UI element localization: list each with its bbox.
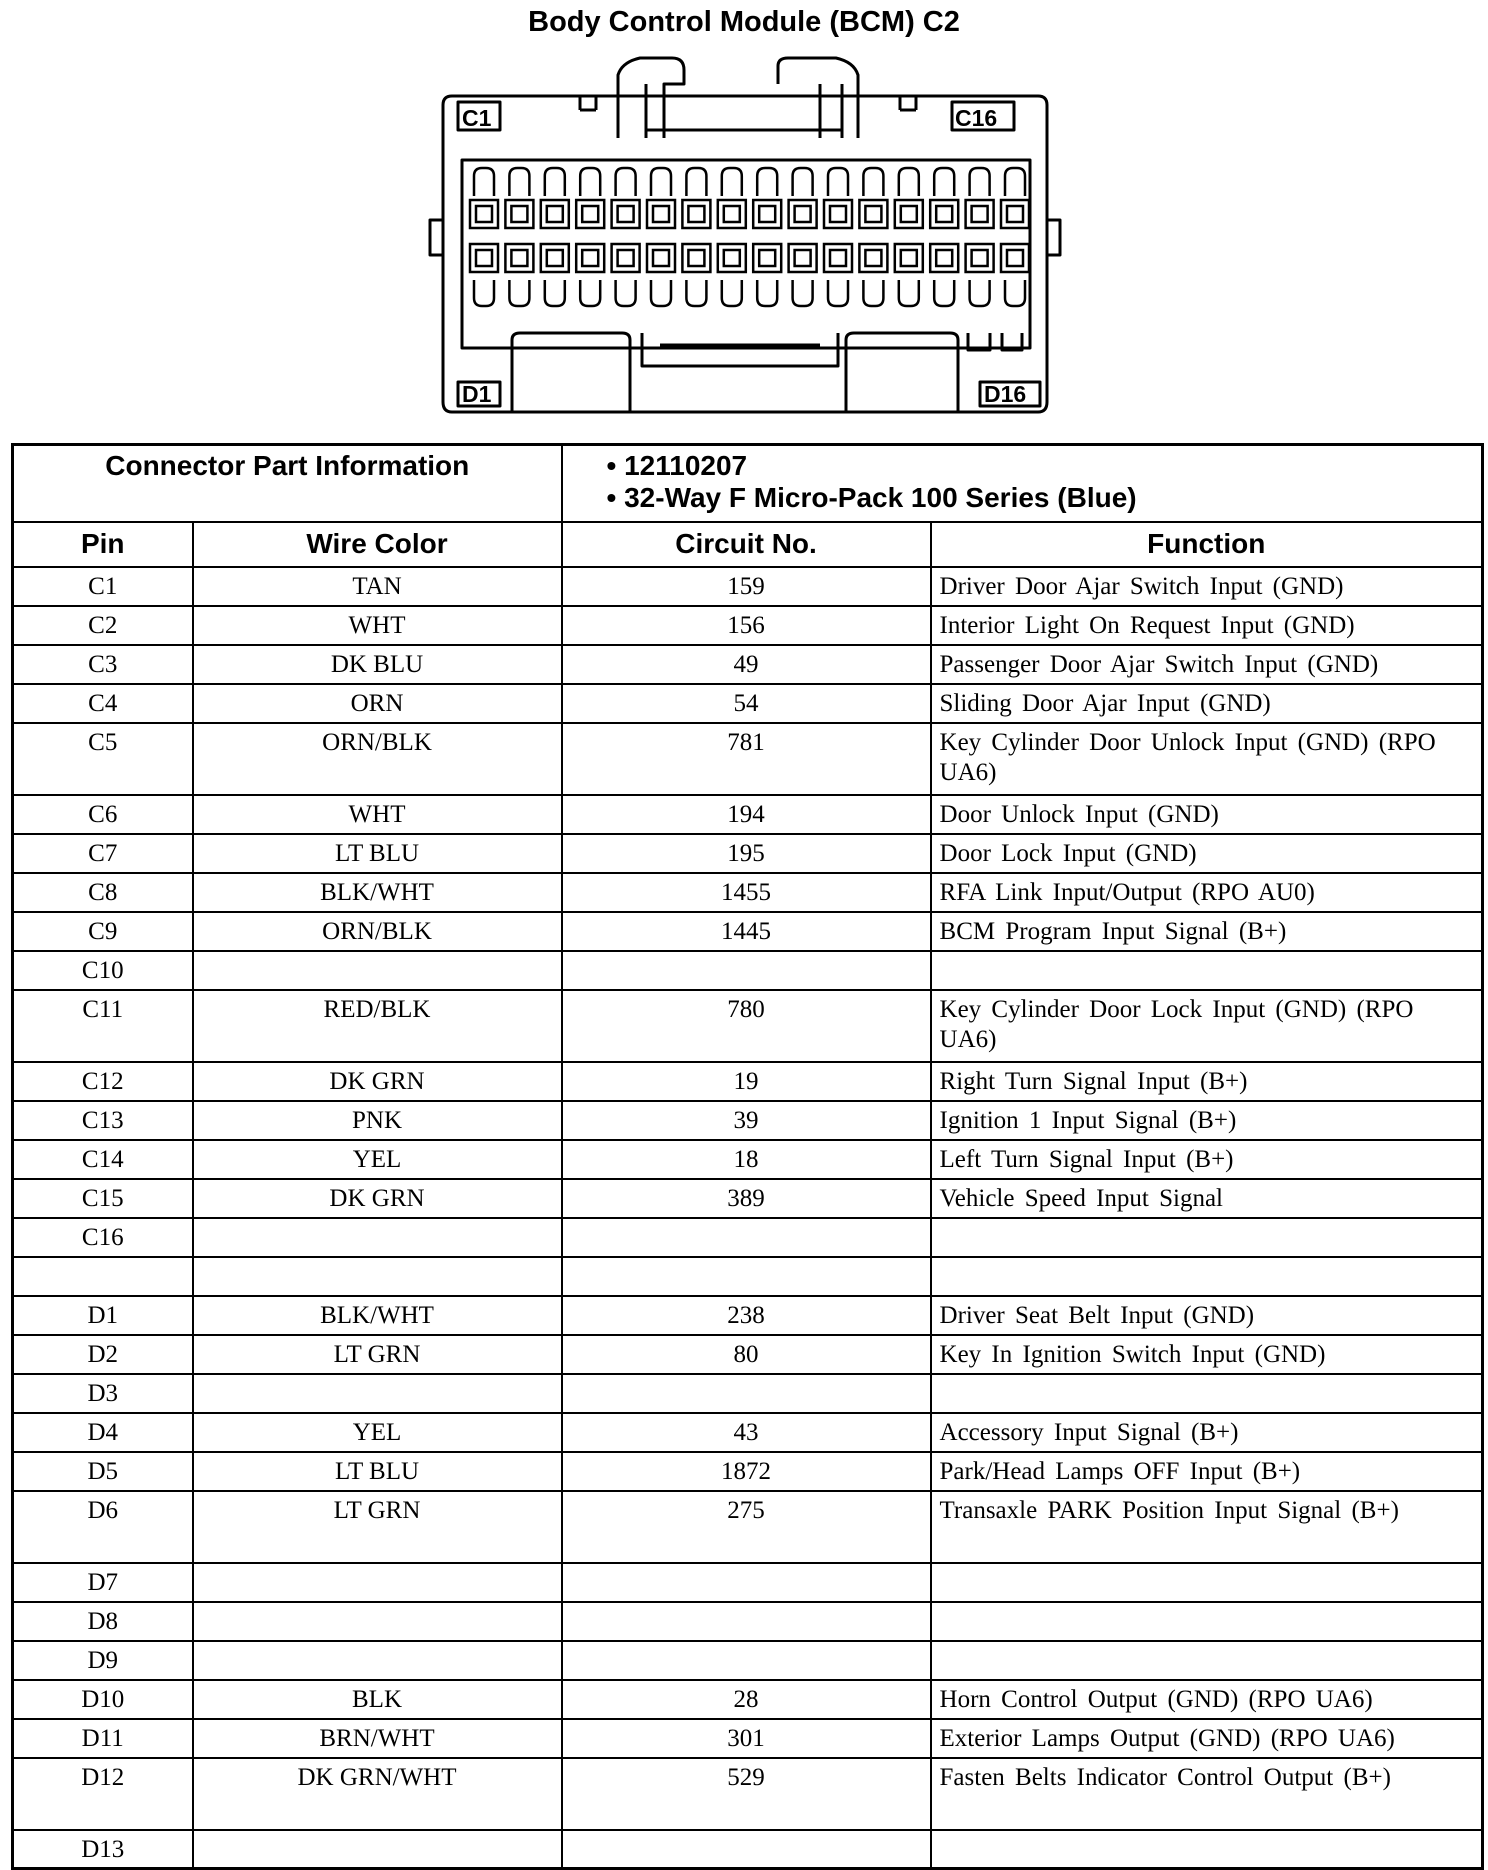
pin-cell: D3 (13, 1374, 193, 1413)
pin-terminal-top (616, 168, 636, 196)
pin-cavity-upper-inner (972, 206, 988, 222)
pin-cell: C6 (13, 795, 193, 834)
circuit-cell: 54 (562, 684, 931, 723)
function-cell: Transaxle PARK Position Input Signal (B+) (931, 1491, 1483, 1563)
pin-cavity-upper (789, 200, 817, 228)
connector-info-row (13, 445, 1483, 522)
part-number: • 12110207 (606, 450, 748, 481)
pin-cell: D5 (13, 1452, 193, 1491)
pin-cavity-upper-inner (618, 206, 634, 222)
connector-diagram (0, 0, 1488, 440)
pin-cell: C10 (13, 951, 193, 990)
pin-terminal-bottom (474, 280, 494, 306)
pin-cavity-lower-inner (865, 250, 881, 266)
table-row (13, 1296, 1483, 1335)
wire-color-cell: BLK/WHT (193, 1296, 562, 1335)
pin-cavity-lower-inner (901, 250, 917, 266)
circuit-cell: 1445 (562, 912, 931, 951)
circuit-cell: 18 (562, 1140, 931, 1179)
pin-cavity-lower (1001, 244, 1029, 272)
pin-cell: C12 (13, 1062, 193, 1101)
function-cell: Interior Light On Request Input (GND) (931, 606, 1483, 645)
pin-cell: D4 (13, 1413, 193, 1452)
pin-cavity-lower-inner (653, 250, 669, 266)
pin-cell: C16 (13, 1218, 193, 1257)
function-cell: RFA Link Input/Output (RPO AU0) (931, 873, 1483, 912)
header-circuit: Circuit No. (562, 522, 931, 567)
pin-cavity-upper (576, 200, 604, 228)
circuit-cell: 389 (562, 1179, 931, 1218)
circuit-cell (562, 1830, 931, 1869)
pin-cavity-upper (612, 200, 640, 228)
function-cell: Accessory Input Signal (B+) (931, 1413, 1483, 1452)
circuit-cell: 39 (562, 1101, 931, 1140)
table-row (13, 1491, 1483, 1563)
circuit-cell (562, 1563, 931, 1602)
pin-cavity-upper-inner (759, 206, 775, 222)
pin-cell: C13 (13, 1101, 193, 1140)
pin-cavity-lower (824, 244, 852, 272)
label-c1: C1 (462, 105, 492, 131)
pin-cavity-lower-inner (830, 250, 846, 266)
pin-cavity-lower (682, 244, 710, 272)
pin-cavity-upper (470, 200, 498, 228)
connector-info-label: Connector Part Information (13, 445, 562, 522)
function-cell (931, 1602, 1483, 1641)
pin-cell: C7 (13, 834, 193, 873)
function-cell: BCM Program Input Signal (B+) (931, 912, 1483, 951)
pin-terminal-bottom (545, 280, 565, 306)
pin-cavity-upper-inner (901, 206, 917, 222)
wire-color-cell: BLK (193, 1680, 562, 1719)
table-row (13, 912, 1483, 951)
pin-cell: D13 (13, 1830, 193, 1869)
function-cell: Horn Control Output (GND) (RPO UA6) (931, 1680, 1483, 1719)
circuit-cell (562, 1602, 931, 1641)
circuit-cell (562, 1374, 931, 1413)
function-cell: Door Lock Input (GND) (931, 834, 1483, 873)
pin-terminal-bottom (580, 280, 600, 306)
table-row (13, 1374, 1483, 1413)
pin-terminal-bottom (970, 280, 990, 306)
pin-terminal-bottom (934, 280, 954, 306)
function-cell: Key Cylinder Door Unlock Input (GND) (RPO UA6) (931, 723, 1483, 795)
pin-cavity-upper (753, 200, 781, 228)
function-cell: Park/Head Lamps OFF Input (B+) (931, 1452, 1483, 1491)
circuit-cell (562, 1641, 931, 1680)
wire-color-cell: LT GRN (193, 1335, 562, 1374)
pin-terminal-bottom (616, 280, 636, 306)
pin-cavity-upper (682, 200, 710, 228)
pin-cell: C2 (13, 606, 193, 645)
connector-description: • 32-Way F Micro-Pack 100 Series (Blue) (606, 482, 1137, 513)
pin-cavity-lower (966, 244, 994, 272)
function-cell: Driver Seat Belt Input (GND) (931, 1296, 1483, 1335)
header-wire-color: Wire Color (193, 522, 562, 567)
pin-cell: D1 (13, 1296, 193, 1335)
pin-terminal-top (863, 168, 883, 196)
pin-cavity-lower (576, 244, 604, 272)
wire-color-cell (193, 1218, 562, 1257)
wire-color-cell: TAN (193, 567, 562, 606)
pin-cavity-upper-inner (830, 206, 846, 222)
wire-color-cell: ORN/BLK (193, 912, 562, 951)
pin-terminal-bottom (757, 280, 777, 306)
pin-cavity-upper-inner (688, 206, 704, 222)
pin-cell: C15 (13, 1179, 193, 1218)
pin-terminal-top (934, 168, 954, 196)
circuit-cell: 28 (562, 1680, 931, 1719)
circuit-cell: 1872 (562, 1452, 931, 1491)
pin-cavity-upper-inner (511, 206, 527, 222)
function-cell (931, 1641, 1483, 1680)
function-cell (931, 951, 1483, 990)
pin-cavity-upper-inner (795, 206, 811, 222)
pin-terminal-bottom (863, 280, 883, 306)
circuit-cell: 49 (562, 645, 931, 684)
pin-cavity-upper-inner (1007, 206, 1023, 222)
pin-cell: D10 (13, 1680, 193, 1719)
circuit-cell: 301 (562, 1719, 931, 1758)
pin-cavity-upper (824, 200, 852, 228)
pin-cavity-lower-inner (724, 250, 740, 266)
function-cell: Vehicle Speed Input Signal (931, 1179, 1483, 1218)
wire-color-cell: PNK (193, 1101, 562, 1140)
pin-cavity-lower (647, 244, 675, 272)
table-row (13, 1140, 1483, 1179)
pin-cavity-lower (612, 244, 640, 272)
pin-terminal-top (474, 168, 494, 196)
pin-cavity-lower-inner (795, 250, 811, 266)
table-row (13, 834, 1483, 873)
wire-color-cell: ORN (193, 684, 562, 723)
pin-cavity-lower (753, 244, 781, 272)
wire-color-cell: YEL (193, 1413, 562, 1452)
function-cell: Ignition 1 Input Signal (B+) (931, 1101, 1483, 1140)
table-row (13, 795, 1483, 834)
pin-cell: C1 (13, 567, 193, 606)
circuit-cell: 43 (562, 1413, 931, 1452)
table-row (13, 1257, 1483, 1296)
wire-color-cell (193, 1563, 562, 1602)
pin-terminal-top (545, 168, 565, 196)
table-row (13, 1062, 1483, 1101)
table-row (13, 606, 1483, 645)
pin-terminal-top (686, 168, 706, 196)
pin-cavity-lower-inner (1007, 250, 1023, 266)
table-row (13, 645, 1483, 684)
wire-color-cell: LT BLU (193, 834, 562, 873)
table-row (13, 1413, 1483, 1452)
pin-terminal-bottom (686, 280, 706, 306)
pin-cell: D7 (13, 1563, 193, 1602)
pin-terminal-bottom (899, 280, 919, 306)
function-cell: Fasten Belts Indicator Control Output (B+) (931, 1758, 1483, 1830)
pin-terminal-top (1005, 168, 1025, 196)
pin-cavity-lower (718, 244, 746, 272)
wire-color-cell: DK BLU (193, 645, 562, 684)
page-title: Body Control Module (BCM) C2 (528, 6, 960, 38)
pin-cell: D11 (13, 1719, 193, 1758)
table-row (13, 1218, 1483, 1257)
pin-cavity-upper-inner (582, 206, 598, 222)
pin-cavity-lower (505, 244, 533, 272)
wire-color-cell (193, 1830, 562, 1869)
table-row (13, 1563, 1483, 1602)
pin-terminal-bottom (793, 280, 813, 306)
function-cell: Exterior Lamps Output (GND) (RPO UA6) (931, 1719, 1483, 1758)
table-row (13, 1101, 1483, 1140)
function-cell: Door Unlock Input (GND) (931, 795, 1483, 834)
table-row (13, 990, 1483, 1062)
table-row (13, 1680, 1483, 1719)
pin-cell (13, 1257, 193, 1296)
wire-color-cell: DK GRN (193, 1062, 562, 1101)
wire-color-cell: ORN/BLK (193, 723, 562, 795)
pin-cavity-lower-inner (582, 250, 598, 266)
circuit-cell: 529 (562, 1758, 931, 1830)
pin-cavity-upper-inner (653, 206, 669, 222)
pin-cavity-lower (541, 244, 569, 272)
function-cell: Left Turn Signal Input (B+) (931, 1140, 1483, 1179)
wire-color-cell: RED/BLK (193, 990, 562, 1062)
pin-cavity-upper-inner (547, 206, 563, 222)
table-row (13, 1758, 1483, 1830)
pin-cavity-upper (1001, 200, 1029, 228)
wire-color-cell: WHT (193, 795, 562, 834)
pin-cavity-upper (647, 200, 675, 228)
pin-terminal-top (722, 168, 742, 196)
pin-cavity-upper-inner (476, 206, 492, 222)
circuit-cell: 780 (562, 990, 931, 1062)
pin-terminal-top (509, 168, 529, 196)
wire-color-cell: DK GRN (193, 1179, 562, 1218)
table-row (13, 1452, 1483, 1491)
table-row (13, 684, 1483, 723)
wire-color-cell: DK GRN/WHT (193, 1758, 562, 1830)
circuit-cell: 80 (562, 1335, 931, 1374)
function-cell: Sliding Door Ajar Input (GND) (931, 684, 1483, 723)
pin-terminal-top (580, 168, 600, 196)
pin-cavity-upper (966, 200, 994, 228)
function-cell (931, 1374, 1483, 1413)
table-row (13, 1830, 1483, 1869)
circuit-cell: 195 (562, 834, 931, 873)
table-row (13, 567, 1483, 606)
function-cell: Passenger Door Ajar Switch Input (GND) (931, 645, 1483, 684)
pin-terminal-top (757, 168, 777, 196)
pin-cell: C9 (13, 912, 193, 951)
wire-color-cell: BLK/WHT (193, 873, 562, 912)
pin-cavity-lower-inner (618, 250, 634, 266)
label-d1: D1 (462, 381, 492, 407)
pin-terminal-top (970, 168, 990, 196)
wire-color-cell (193, 1374, 562, 1413)
pin-cavity-lower (789, 244, 817, 272)
pin-cavity-upper (859, 200, 887, 228)
circuit-cell: 1455 (562, 873, 931, 912)
wire-color-cell (193, 1641, 562, 1680)
pin-cell: C3 (13, 645, 193, 684)
label-d16: D16 (984, 381, 1027, 407)
pin-cell: D9 (13, 1641, 193, 1680)
pin-cavity-lower-inner (688, 250, 704, 266)
circuit-cell: 781 (562, 723, 931, 795)
wire-color-cell (193, 951, 562, 990)
pin-cell: D12 (13, 1758, 193, 1830)
table-row (13, 1179, 1483, 1218)
pin-cavity-upper-inner (936, 206, 952, 222)
function-cell: Right Turn Signal Input (B+) (931, 1062, 1483, 1101)
table-row (13, 1719, 1483, 1758)
pin-cell: D6 (13, 1491, 193, 1563)
circuit-cell: 194 (562, 795, 931, 834)
pin-cavity-upper (505, 200, 533, 228)
pin-terminal-top (828, 168, 848, 196)
pin-cavity-upper (930, 200, 958, 228)
wire-color-cell: WHT (193, 606, 562, 645)
pin-cavity-lower (470, 244, 498, 272)
wire-color-cell (193, 1257, 562, 1296)
pin-terminal-bottom (651, 280, 671, 306)
pin-cell: C5 (13, 723, 193, 795)
header-function: Function (931, 522, 1483, 567)
pin-cavity-lower-inner (547, 250, 563, 266)
pin-cavity-lower-inner (936, 250, 952, 266)
pin-terminal-bottom (722, 280, 742, 306)
pin-cavity-lower-inner (476, 250, 492, 266)
pin-cavity-upper (718, 200, 746, 228)
wire-color-cell: BRN/WHT (193, 1719, 562, 1758)
circuit-cell: 156 (562, 606, 931, 645)
connector-pin-grid (470, 168, 1029, 306)
pin-cavity-lower-inner (972, 250, 988, 266)
pin-cavity-upper (541, 200, 569, 228)
pin-cell: C14 (13, 1140, 193, 1179)
pin-cavity-upper (895, 200, 923, 228)
pin-cell: D8 (13, 1602, 193, 1641)
table-row (13, 1641, 1483, 1680)
pin-cavity-upper-inner (724, 206, 740, 222)
circuit-cell: 19 (562, 1062, 931, 1101)
circuit-cell: 275 (562, 1491, 931, 1563)
connector-info-values (562, 445, 1483, 522)
pin-table-body (13, 445, 1483, 1869)
wire-color-cell: YEL (193, 1140, 562, 1179)
pin-terminal-top (793, 168, 813, 196)
table-row (13, 951, 1483, 990)
table-row (13, 1335, 1483, 1374)
label-c16: C16 (955, 105, 998, 131)
function-cell (931, 1257, 1483, 1296)
function-cell (931, 1563, 1483, 1602)
table-row (13, 723, 1483, 795)
pin-terminal-bottom (1005, 280, 1025, 306)
pin-terminal-top (899, 168, 919, 196)
pin-cell: D2 (13, 1335, 193, 1374)
pin-terminal-bottom (828, 280, 848, 306)
wire-color-cell: LT BLU (193, 1452, 562, 1491)
function-cell (931, 1218, 1483, 1257)
pin-terminal-top (651, 168, 671, 196)
circuit-cell (562, 1257, 931, 1296)
wire-color-cell (193, 1602, 562, 1641)
pin-terminal-bottom (509, 280, 529, 306)
circuit-cell (562, 1218, 931, 1257)
pin-table (11, 443, 1484, 1870)
circuit-cell: 238 (562, 1296, 931, 1335)
pin-cavity-lower (930, 244, 958, 272)
circuit-cell: 159 (562, 567, 931, 606)
function-cell: Driver Door Ajar Switch Input (GND) (931, 567, 1483, 606)
pin-cavity-upper-inner (865, 206, 881, 222)
pin-cell: C8 (13, 873, 193, 912)
pin-cavity-lower-inner (759, 250, 775, 266)
circuit-cell (562, 951, 931, 990)
function-cell: Key In Ignition Switch Input (GND) (931, 1335, 1483, 1374)
pin-cell: C11 (13, 990, 193, 1062)
header-pin: Pin (13, 522, 193, 567)
table-row (13, 873, 1483, 912)
table-row (13, 1602, 1483, 1641)
pin-cavity-lower-inner (511, 250, 527, 266)
wire-color-cell: LT GRN (193, 1491, 562, 1563)
pin-cavity-lower (859, 244, 887, 272)
pin-cavity-lower (895, 244, 923, 272)
function-cell: Key Cylinder Door Lock Input (GND) (RPO UA6) (931, 990, 1483, 1062)
function-cell (931, 1830, 1483, 1869)
table-header-row (13, 522, 1483, 567)
pin-cell: C4 (13, 684, 193, 723)
